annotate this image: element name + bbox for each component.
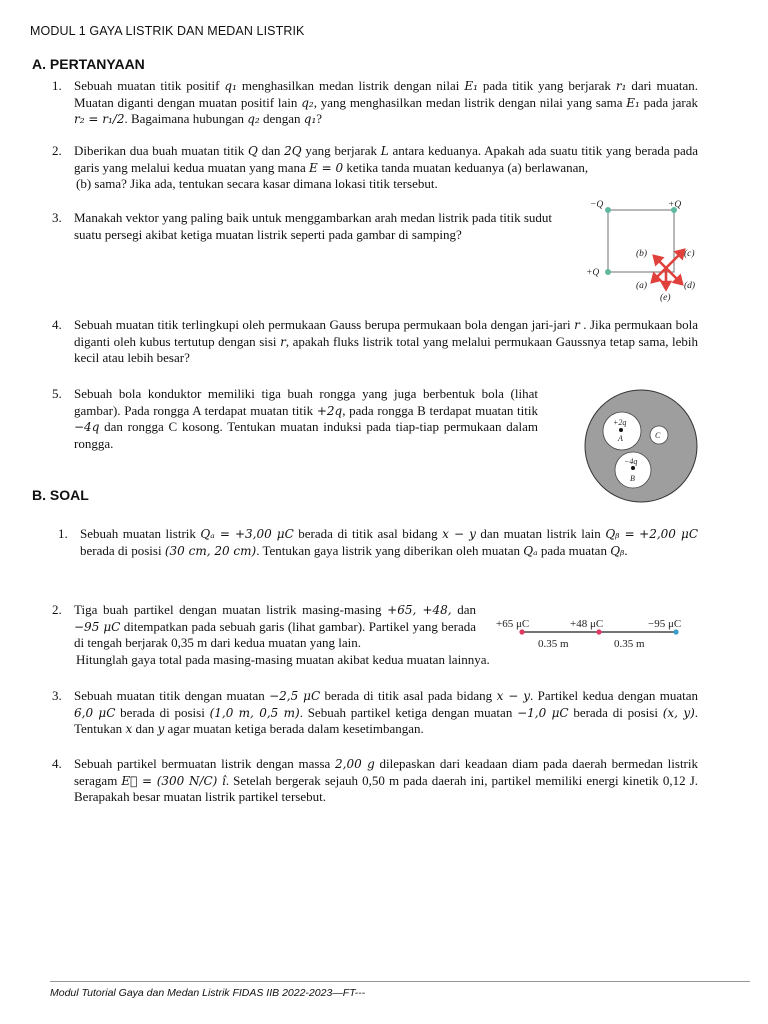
label-b: (b): [636, 249, 648, 259]
math: E₁: [464, 79, 478, 93]
charge-a-label: +2q: [613, 418, 627, 427]
question-a3-text: Manakah vektor yang paling baik untuk menggambarkan arah medan listrik pada titik sudut suatu persegi akibat ketiga muatan listrik seperti pada gambar di samping?: [74, 210, 552, 242]
text: . Tentukan: [74, 704, 699, 736]
text: ?: [316, 111, 323, 126]
math: Qᵦ =: [605, 527, 635, 541]
math: (1,0 m, 0,5 m): [209, 705, 300, 720]
text: Sebuah bola konduktor memiliki tiga buah rongga yang juga berbentuk bola (lihat gambar). Pada rongga A terdapat muatan titik: [74, 386, 538, 418]
math: 2,00 g: [335, 757, 375, 771]
charge-b-label: −4q: [624, 457, 638, 466]
text: ketika tanda muatan keduanya (a) berlawanan,: [343, 159, 589, 175]
cavity-c-label: C: [655, 431, 661, 440]
text: Diberikan dua buah muatan titik: [74, 143, 249, 158]
text: . Bagaimana hubungan: [124, 111, 248, 126]
charge-3-label: −95 μC: [648, 618, 682, 630]
math: +2q: [316, 403, 343, 418]
charge-b-dot: [631, 466, 635, 470]
math: y: [157, 722, 165, 736]
text: menghasilkan medan listrik dengan nilai: [236, 78, 465, 93]
text: berada di posisi: [115, 704, 210, 720]
math: Q: [248, 144, 258, 158]
text: , yang menghasilkan medan listrik dengan nilai yang sama: [313, 94, 627, 110]
problem-number: 2.: [52, 602, 62, 617]
section-a-heading: A. PERTANYAAN: [32, 56, 145, 72]
math: L: [380, 144, 389, 158]
math: q₁: [303, 112, 317, 126]
math: r₁: [615, 79, 627, 93]
math: (x, y): [662, 705, 695, 720]
footer-divider: [50, 981, 750, 982]
text: ditempatkan pada sebuah garis (lihat gambar). Partikel yang berada di tengah berjarak 0,35 m dari kedua muatan yang lain.: [74, 618, 476, 650]
text: dengan: [259, 111, 304, 126]
label-top-left: −Q: [590, 200, 604, 210]
problem-b2: [52, 602, 476, 652]
math: x − y: [496, 689, 531, 703]
math: −95 μC: [74, 619, 121, 634]
text: .: [624, 542, 628, 558]
problem-number: 1.: [58, 526, 68, 541]
charge-3-dot: [673, 629, 678, 634]
math: r: [574, 318, 580, 332]
text: berada di titik asal pada bidang: [320, 688, 497, 703]
math: 6,0 μC: [74, 705, 116, 720]
text: . Setelah bergerak sejauh 0,50 m pada daerah ini, partikel memiliki energi kinetik 0,12 J. Berapakah besar muatan listrik partikel tersebut.: [74, 772, 699, 804]
problem-number: 3.: [52, 688, 62, 703]
text: dan rongga C kosong. Tentukan muatan induksi pada tiap-tiap permukaan dalam rongga.: [74, 419, 538, 451]
text: yang berjarak: [301, 143, 381, 158]
text: Sebuah muatan titik dengan muatan: [74, 688, 270, 703]
math: −2,5 μC: [269, 689, 321, 703]
text: . Sebuah partikel ketiga dengan muatan: [299, 704, 518, 720]
text: berada di posisi: [568, 704, 663, 720]
question-number: 2.: [52, 143, 62, 158]
text: Sebuah muatan listrik: [80, 526, 201, 541]
problem-b4: [52, 756, 699, 806]
conductor-sphere-figure: [572, 388, 712, 506]
vector-c: [666, 254, 680, 268]
math: E⃗ = (300 N/C) î: [121, 773, 226, 788]
charge-2-dot: [596, 629, 601, 634]
math: r₂ = r₁/2: [74, 112, 125, 126]
text: dan: [132, 721, 158, 736]
charge-2-label: +48 μC: [570, 618, 604, 630]
charge-1-label: +65 μC: [496, 618, 530, 630]
math: x: [125, 722, 133, 736]
section-b-heading: B. SOAL: [32, 487, 89, 503]
math: q₂: [247, 112, 260, 126]
charge-a-dot: [619, 428, 623, 432]
charge-1-dot: [519, 629, 524, 634]
math: 2Q: [284, 144, 302, 158]
problem-number: 4.: [52, 756, 62, 771]
math: (30 cm, 20 cm): [164, 543, 257, 558]
page-footer: Modul Tutorial Gaya dan Medan Listrik FIDAS IIB 2022-2023—FT---: [50, 987, 366, 999]
text: pada muatan: [537, 542, 611, 558]
text: , apakah fluks listrik total yang melalui permukaan Gaussnya tetap sama, lebih kecil atau lebih besar?: [74, 333, 698, 365]
math: E = 0: [309, 160, 344, 175]
cavity-b-label: B: [630, 474, 635, 483]
math: q₂: [301, 95, 314, 110]
math: +65, +48,: [387, 603, 452, 617]
problem-b3: [52, 688, 699, 738]
math: r: [280, 334, 286, 349]
vector-e-head: [662, 282, 670, 289]
math: Qᵦ: [610, 543, 625, 558]
math: E₁: [626, 95, 640, 110]
text: Sebuah partikel bermuatan listrik dengan massa: [74, 756, 336, 771]
question-a2: [52, 143, 698, 193]
text: antara keduanya. Apakah ada suatu titik yang berada pada garis yang melalui kedua muatan yang mana: [74, 143, 698, 175]
text: Sebuah muatan titik positif: [74, 78, 225, 93]
square-outline: [608, 210, 674, 272]
line-charges-figure: [490, 612, 720, 654]
text: Sebuah muatan titik terlingkupi oleh permukaan Gauss berupa permukaan bola dengan jari-jari: [74, 317, 575, 332]
distance-2-label: 0.35 m: [614, 638, 645, 650]
question-a3: [52, 210, 564, 243]
math: −1,0 μC: [517, 705, 569, 720]
text: Tiga buah partikel dengan muatan listrik masing-masing: [74, 602, 388, 617]
math: x − y: [442, 527, 476, 541]
math: −4q: [74, 420, 100, 434]
charge-bottom-left: [605, 269, 611, 275]
text: pada jarak: [639, 94, 698, 110]
square-charges-figure: [580, 196, 710, 306]
text: . Partikel kedua dengan muatan: [530, 688, 699, 703]
page-header: MODUL 1 GAYA LISTRIK DAN MEDAN LISTRIK: [30, 24, 305, 38]
text: berada di posisi: [80, 542, 165, 558]
question-a4: [52, 317, 699, 367]
math: Qₐ: [523, 543, 538, 558]
text: pada titik yang berjarak: [477, 78, 616, 93]
question-number: 4.: [52, 317, 62, 332]
math: +2,00 μC: [639, 527, 698, 541]
label-top-right: +Q: [668, 200, 682, 210]
problem-b2-line2: Hitunglah gaya total pada masing-masing muatan akibat kedua muatan lainnya.: [76, 652, 490, 667]
question-a5: [52, 386, 538, 452]
question-a1: [52, 78, 698, 128]
text: , pada rongga B terdapat muatan titik: [342, 402, 538, 418]
text: . Tentukan gaya listrik yang diberikan oleh muatan: [256, 542, 524, 558]
text: dan muatan listrik lain: [475, 526, 606, 541]
cavity-a-label: A: [618, 434, 623, 443]
text: dan: [451, 602, 476, 617]
label-bottom-left: +Q: [586, 268, 600, 278]
text: agar muatan ketiga berada dalam kesetimbangan.: [164, 721, 424, 736]
question-a2-line2: (b) sama? Jika ada, tentukan secara kasar dimana lokasi titik tersebut.: [76, 176, 438, 191]
field-vectors: [652, 250, 684, 289]
text: dilepaskan dari keadaan diam pada daerah bermedan listrik seragam: [74, 756, 698, 788]
text: dari muatan. Muatan diganti dengan muatan positif lain: [74, 78, 698, 110]
question-number: 5.: [52, 386, 62, 401]
question-number: 1.: [52, 78, 62, 93]
text: dan: [257, 143, 285, 158]
problem-b1: [58, 526, 698, 559]
label-a: (a): [636, 281, 648, 291]
label-d: (d): [684, 281, 696, 291]
charge-top-left: [605, 207, 611, 213]
math: Qₐ = +3,00 μC: [200, 527, 294, 541]
distance-1-label: 0.35 m: [538, 638, 569, 650]
text: . Jika permukaan bola diganti oleh kubus tertutup dengan sisi: [74, 317, 699, 349]
label-e: (e): [660, 293, 671, 303]
label-c: (c): [684, 249, 695, 259]
question-number: 3.: [52, 210, 62, 225]
text: berada di titik asal bidang: [293, 526, 443, 541]
math: q₁: [224, 79, 237, 93]
